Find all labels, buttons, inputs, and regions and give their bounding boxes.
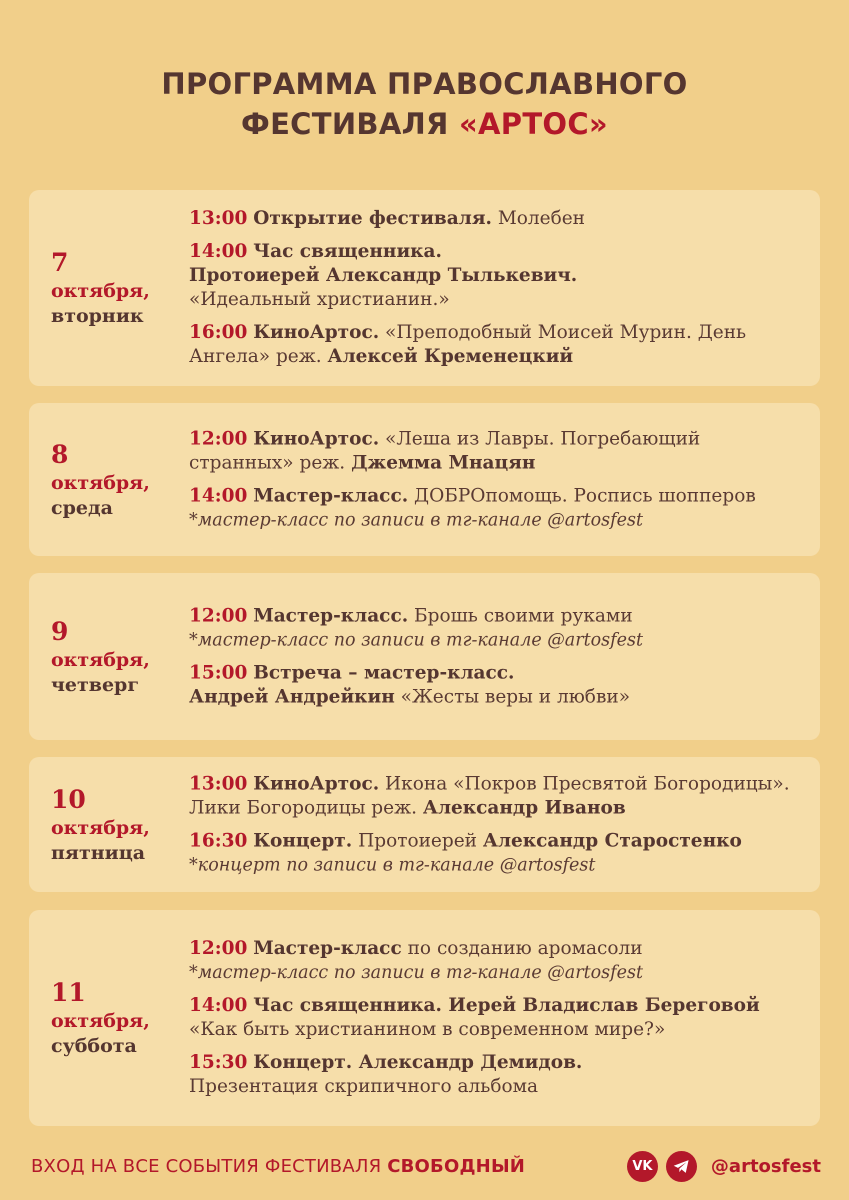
- event-time: 15:30: [189, 1052, 248, 1073]
- entry-notice-accent: СВОБОДНЫЙ: [387, 1156, 526, 1177]
- event-item: [189, 321, 810, 369]
- event-time: 15:00: [189, 662, 248, 683]
- event-time: 16:00: [189, 322, 248, 343]
- event-description: «Леша из Лавры. Погребающий странных» реж.: [189, 428, 701, 473]
- event-title: Мастер-класс.: [253, 605, 409, 626]
- event-title: КиноАртос.: [253, 322, 380, 343]
- social-links: [627, 1150, 821, 1182]
- day-card-2: [29, 403, 820, 556]
- day-label: [51, 977, 150, 1059]
- day-card-5: [29, 910, 820, 1126]
- event-title: Мастер-класс: [253, 938, 402, 959]
- event-list: [189, 427, 810, 532]
- day-weekday: пятница: [51, 841, 146, 864]
- event-list: [189, 207, 810, 369]
- vk-icon[interactable]: VK: [627, 1151, 658, 1182]
- day-label: [51, 616, 150, 698]
- day-number: 7: [51, 248, 69, 277]
- day-month: октября,: [51, 1010, 150, 1032]
- event-item: [189, 994, 810, 1042]
- day-number: 9: [51, 616, 69, 646]
- event-item: [189, 1051, 810, 1099]
- day-card-1: [29, 190, 820, 386]
- day-number: 10: [51, 784, 86, 814]
- day-card-3: [29, 573, 820, 740]
- event-description: Молебен: [491, 208, 586, 229]
- event-note: *мастер-класс по записи в тг-канале @artosfest: [189, 963, 643, 983]
- event-title: Открытие фестиваля.: [253, 208, 492, 229]
- day-month: октября,: [51, 280, 150, 302]
- event-title: Концерт. Александр Демидов.: [253, 1052, 583, 1073]
- day-month: октября,: [51, 471, 150, 494]
- event-time: 13:00: [189, 773, 248, 794]
- day-number: 8: [51, 439, 69, 469]
- day-number: 11: [51, 978, 86, 1007]
- title-prefix: ФЕСТИВАЛЯ: [241, 107, 459, 141]
- title-line-1: ПРОГРАММА ПРАВОСЛАВНОГО: [161, 67, 688, 101]
- day-card-4: [29, 757, 820, 892]
- event-note: *концерт по записи в тг-канале @artosfest: [189, 855, 596, 875]
- day-month: октября,: [51, 648, 150, 671]
- event-performer: Александр Старостенко: [482, 830, 742, 851]
- event-list: [189, 604, 810, 709]
- day-weekday: среда: [51, 496, 113, 519]
- event-title: КиноАртос.: [253, 428, 380, 449]
- event-item: [189, 829, 810, 877]
- event-description: Икона «Покров Пресвятой Богородицы». Лики Богородицы реж.: [189, 773, 790, 818]
- day-label: [51, 247, 150, 329]
- event-description: «Идеальный христианин.»: [189, 289, 450, 310]
- event-description: по созданию аромасоли: [401, 938, 643, 959]
- day-label: [51, 439, 150, 521]
- event-time: 14:00: [189, 485, 248, 506]
- entry-notice-text: ВХОД НА ВСЕ СОБЫТИЯ ФЕСТИВАЛЯ: [31, 1156, 388, 1177]
- title-festival-name: «АРТОС»: [458, 107, 608, 141]
- event-item: [189, 772, 810, 820]
- event-item: [189, 484, 810, 532]
- day-weekday: вторник: [51, 305, 144, 327]
- event-description: Протоиерей: [352, 830, 483, 851]
- event-speaker: Андрей Андрейкин: [189, 686, 395, 707]
- event-time: 12:00: [189, 605, 248, 626]
- day-weekday: суббота: [51, 1035, 137, 1057]
- day-weekday: четверг: [51, 673, 139, 696]
- event-item: [189, 427, 810, 475]
- event-title: Концерт.: [253, 830, 353, 851]
- event-title: Встреча – мастер-класс.: [253, 662, 515, 683]
- event-title: Мастер-класс.: [253, 485, 409, 506]
- event-item: [189, 240, 810, 312]
- event-speaker: Протоиерей Александр Тылькевич.: [189, 265, 578, 286]
- event-description: Брошь своими руками: [408, 605, 633, 626]
- social-handle[interactable]: @artosfest: [710, 1155, 821, 1177]
- entry-notice: [31, 1156, 525, 1177]
- event-note: *мастер-класс по записи в тг-канале @artosfest: [189, 510, 643, 530]
- event-note: *мастер-класс по записи в тг-канале @artosfest: [189, 630, 643, 650]
- event-item: [189, 661, 810, 709]
- day-label: [51, 784, 150, 866]
- page-title: [0, 64, 849, 144]
- event-list: [189, 937, 810, 1099]
- event-director: Александр Иванов: [422, 797, 626, 818]
- event-description: «Преподобный Моисей Мурин. День Ангела» реж.: [189, 322, 747, 367]
- event-title: Час священника.: [253, 241, 442, 262]
- event-list: [189, 772, 810, 877]
- event-time: 13:00: [189, 208, 248, 229]
- title-line-2: [0, 104, 849, 144]
- event-description: Презентация скрипичного альбома: [189, 1076, 539, 1097]
- event-item: [189, 937, 810, 985]
- event-description: «Жесты веры и любви»: [394, 686, 631, 707]
- event-item: [189, 604, 810, 652]
- event-time: 12:00: [189, 938, 248, 959]
- day-month: октября,: [51, 816, 150, 839]
- event-item: [189, 207, 810, 231]
- event-title: Час священника. Иерей Владислав Береговой: [253, 995, 760, 1016]
- event-description: «Как быть христианином в современном мире?»: [189, 1019, 666, 1040]
- event-description: ДОБРОпомощь. Роспись шопперов: [408, 485, 756, 506]
- event-time: 16:30: [189, 830, 248, 851]
- event-time: 12:00: [189, 428, 248, 449]
- telegram-icon[interactable]: [666, 1151, 697, 1182]
- event-time: 14:00: [189, 995, 248, 1016]
- event-director: Алексей Кременецкий: [327, 346, 574, 367]
- event-title: КиноАртос.: [253, 773, 380, 794]
- event-time: 14:00: [189, 241, 248, 262]
- event-director: Джемма Мнацян: [351, 452, 536, 473]
